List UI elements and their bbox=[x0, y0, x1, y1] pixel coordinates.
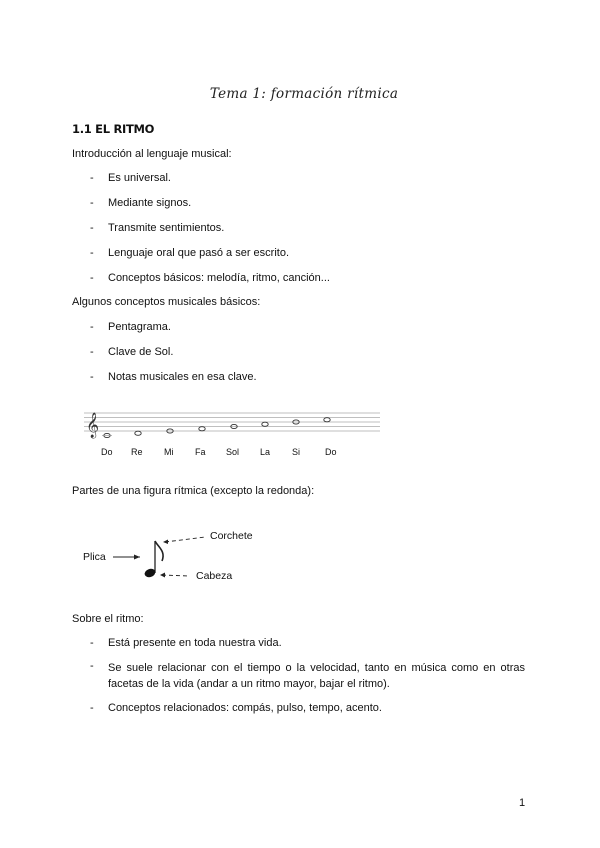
whole-note bbox=[199, 427, 205, 431]
note-name-label: Fa bbox=[195, 447, 206, 457]
cabeza-label: Cabeza bbox=[196, 570, 233, 582]
rhythm-lead: Sobre el ritmo: bbox=[72, 613, 144, 625]
plica-label: Plica bbox=[83, 551, 106, 563]
page-title: Tema 1: formación rítmica bbox=[209, 86, 399, 102]
treble-clef-icon: 𝄞 bbox=[86, 413, 100, 438]
note-name-label: Do bbox=[325, 447, 337, 457]
section-heading: 1.1 EL RITMO bbox=[72, 122, 155, 136]
concepts-lead: Algunos conceptos musicales básicos: bbox=[72, 296, 261, 308]
note-name-label: Si bbox=[292, 447, 301, 457]
note-name-label: Do bbox=[101, 447, 113, 457]
note-name-label: Sol bbox=[226, 447, 240, 457]
page-number: 1 bbox=[519, 797, 526, 809]
whole-note bbox=[262, 422, 268, 426]
whole-note bbox=[324, 418, 330, 422]
note-name-label: Mi bbox=[164, 447, 174, 457]
whole-note bbox=[135, 431, 141, 435]
note-name-label: La bbox=[260, 447, 271, 457]
music-staff bbox=[84, 405, 384, 441]
intro-lead: Introducción al lenguaje musical: bbox=[72, 148, 232, 160]
figure-lead: Partes de una figura rítmica (excepto la redonda): bbox=[72, 485, 315, 497]
corchete-label: Corchete bbox=[210, 530, 253, 542]
note-name-label: Re bbox=[131, 447, 143, 457]
